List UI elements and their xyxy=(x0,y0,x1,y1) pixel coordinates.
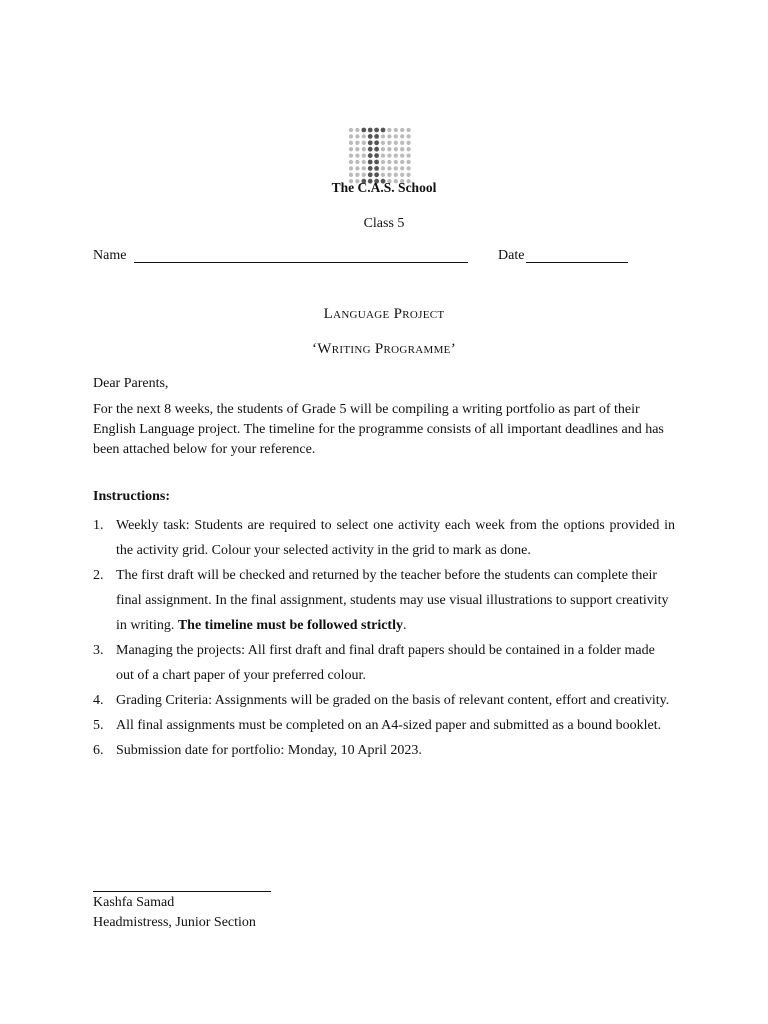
logo-dot xyxy=(394,141,398,145)
logo-dot xyxy=(394,166,398,170)
logo-dot xyxy=(362,166,366,170)
logo-dot xyxy=(368,140,373,145)
logo-dot xyxy=(349,153,353,157)
logo-dot xyxy=(381,166,385,170)
list-item-emphasis: The timeline must be followed strictly xyxy=(177,618,403,633)
logo-dot xyxy=(387,166,391,170)
logo-dot xyxy=(381,153,385,157)
list-number: 4. xyxy=(93,693,104,708)
logo-dot xyxy=(381,134,385,138)
list-item-text: All final assignments must be completed on an A4-sized paper and submitted as a bound booklet. xyxy=(116,718,662,733)
logo-dot xyxy=(374,140,379,145)
logo-dot xyxy=(349,160,353,164)
intro-paragraph: For the next 8 weeks, the students of Grade 5 will be compiling a writing portfolio as part of their English Language project. The timeline for the programme consists of all important deadlines and has been attached below for your reference. xyxy=(93,402,664,457)
logo-dot xyxy=(368,166,373,171)
logo-dot xyxy=(400,153,404,157)
logo-dot xyxy=(362,147,366,151)
signatory-name: Kashfa Samad xyxy=(93,895,175,910)
logo-dot xyxy=(355,153,359,157)
logo-dot xyxy=(374,147,379,152)
salutation: Dear Parents, xyxy=(93,376,169,391)
logo-dot xyxy=(406,134,410,138)
logo-dot xyxy=(362,141,366,145)
logo-dot xyxy=(374,128,379,133)
logo-dot xyxy=(381,160,385,164)
logo-dot xyxy=(355,166,359,170)
list-item xyxy=(93,638,675,688)
logo-dot xyxy=(361,128,366,133)
logo-dot xyxy=(387,173,391,177)
logo-dot xyxy=(400,128,404,132)
logo-dot xyxy=(349,128,353,132)
list-item xyxy=(93,713,675,738)
school-name: The C.A.S. School xyxy=(331,180,437,195)
logo-dot xyxy=(406,160,410,164)
logo-dot xyxy=(381,128,386,133)
instructions-heading: Instructions: xyxy=(93,489,171,504)
logo-dot xyxy=(400,147,404,151)
list-item-text: Managing the projects: All first draft and final draft papers should be contained in a folder made out of a chart paper of your preferred colour. xyxy=(116,643,655,683)
logo-dot xyxy=(387,134,391,138)
logo-dot xyxy=(400,141,404,145)
name-date-row xyxy=(93,248,653,268)
logo-dot xyxy=(349,173,353,177)
logo-dot xyxy=(406,173,410,177)
logo-dot xyxy=(368,153,373,158)
logo-dot xyxy=(355,160,359,164)
logo-dot xyxy=(374,172,379,177)
logo-dot xyxy=(387,160,391,164)
logo-dot xyxy=(394,173,398,177)
list-number: 3. xyxy=(93,643,104,658)
logo-dot xyxy=(355,128,359,132)
logo-dot xyxy=(387,147,391,151)
logo-dot xyxy=(362,134,366,138)
name-label: Name xyxy=(93,248,127,263)
logo-dot xyxy=(406,147,410,151)
list-number: 5. xyxy=(93,718,104,733)
list-item-text: The first draft will be checked and returned by the teacher before the students can complete their final assignment. In the final assignment, students may use visual illustrations to support creativity in writing. xyxy=(116,568,669,633)
class-label: Class 5 xyxy=(363,216,405,231)
logo-dot xyxy=(349,141,353,145)
logo-dot xyxy=(381,173,385,177)
logo-dot xyxy=(406,128,410,132)
logo-dot xyxy=(381,147,385,151)
logo-dot xyxy=(374,134,379,139)
logo-dot xyxy=(394,153,398,157)
logo-dot xyxy=(368,172,373,177)
logo-dot xyxy=(374,166,379,171)
logo-dot xyxy=(368,147,373,152)
list-number: 6. xyxy=(93,743,104,758)
logo-dot xyxy=(374,160,379,165)
logo-dot xyxy=(400,134,404,138)
dot-grid-logo-icon xyxy=(348,127,414,185)
logo-dot xyxy=(355,173,359,177)
logo-dot xyxy=(349,134,353,138)
logo-dot xyxy=(406,166,410,170)
list-item xyxy=(93,513,675,563)
list-item-text: Weekly task: Students are required to select one activity each week from the options provided in the activity grid. Colour your selected activity in the grid to mark as done. xyxy=(116,518,675,558)
logo-dot xyxy=(355,147,359,151)
instructions-list xyxy=(93,513,675,763)
logo-dot xyxy=(387,153,391,157)
logo-dot xyxy=(362,160,366,164)
logo-dot xyxy=(374,153,379,158)
logo-dot xyxy=(349,166,353,170)
list-item xyxy=(93,738,675,763)
list-item-text: Grading Criteria: Assignments will be graded on the basis of relevant content, effort and creativity. xyxy=(116,693,670,708)
logo-dot xyxy=(362,153,366,157)
logo-dot xyxy=(368,128,373,133)
logo-dot xyxy=(400,173,404,177)
signatory-title: Headmistress, Junior Section xyxy=(93,915,256,930)
logo-dot xyxy=(394,134,398,138)
list-number: 2. xyxy=(93,568,104,583)
logo-dot xyxy=(355,134,359,138)
logo-dot xyxy=(400,166,404,170)
logo-dot xyxy=(394,160,398,164)
list-item-text: Submission date for portfolio: Monday, 10 April 2023. xyxy=(116,743,422,758)
date-blank-line[interactable] xyxy=(526,262,628,263)
logo-dot xyxy=(368,134,373,139)
list-item xyxy=(93,688,675,713)
logo-dot xyxy=(406,153,410,157)
logo-dot xyxy=(355,141,359,145)
school-logo xyxy=(348,127,414,185)
logo-dot xyxy=(406,141,410,145)
logo-dot xyxy=(387,141,391,145)
list-item-text-end: . xyxy=(402,618,407,633)
project-title: Language Project xyxy=(323,306,445,322)
list-item xyxy=(93,563,675,638)
date-label: Date xyxy=(498,248,525,263)
logo-dot xyxy=(368,160,373,165)
logo-dot xyxy=(349,147,353,151)
signature-line xyxy=(93,891,271,892)
programme-title: ‘Writing Programme’ xyxy=(312,341,456,357)
logo-dot xyxy=(400,160,404,164)
list-number: 1. xyxy=(93,518,104,533)
logo-dot xyxy=(387,128,391,132)
logo-dot xyxy=(381,141,385,145)
name-blank-line[interactable] xyxy=(134,262,468,263)
logo-dot xyxy=(362,173,366,177)
logo-dot xyxy=(394,128,398,132)
logo-dot xyxy=(394,147,398,151)
